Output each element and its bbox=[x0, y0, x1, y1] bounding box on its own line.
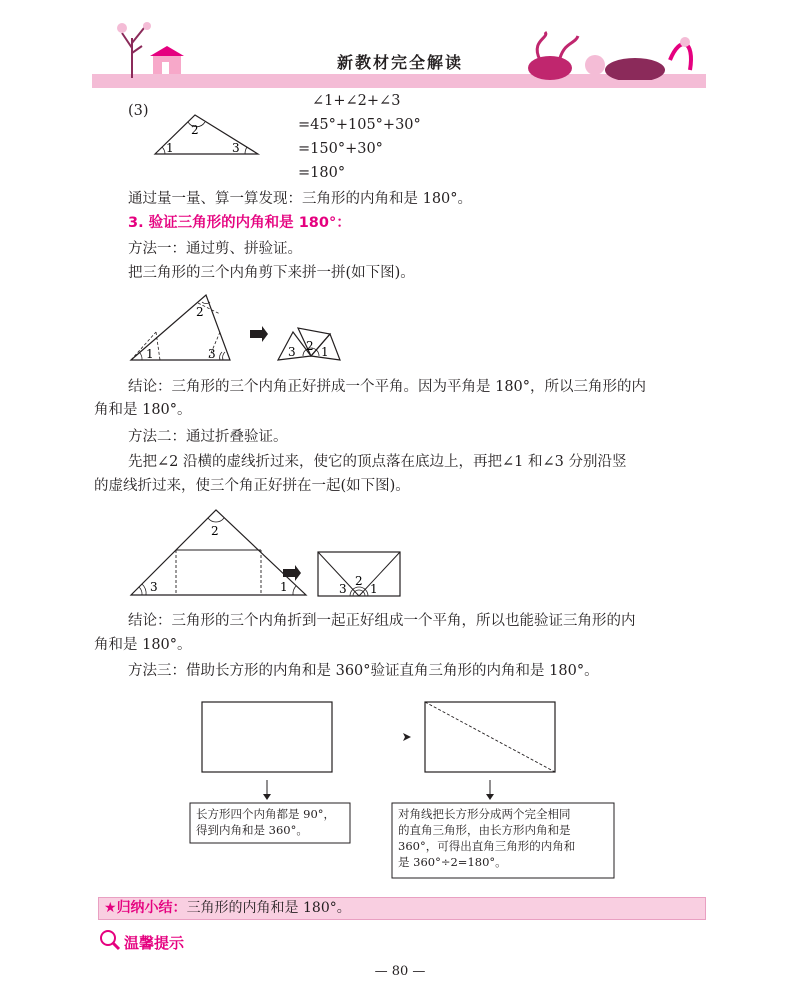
method2-desc: 先把∠2 沿横的虚线折过来，使它的顶点落在底边上，再把∠1 和∠3 分别沿竖 bbox=[128, 454, 627, 470]
angle-label: 1 bbox=[370, 582, 378, 596]
cut-and-join-figure bbox=[128, 290, 358, 365]
angle-label: 2 bbox=[355, 574, 363, 588]
method3-title: 方法三：借助长方形的内角和是 360°验证直角三角形的内角和是 180°。 bbox=[128, 663, 599, 679]
angle-label: 2 bbox=[211, 524, 219, 538]
angle-label: 3 bbox=[208, 347, 216, 361]
arrow-right-icon bbox=[403, 733, 411, 741]
box-left-line: 长方形四个内角都是 90°， bbox=[196, 807, 336, 821]
tip-label: 温馨提示 bbox=[124, 934, 185, 952]
method2-conclusion: 结论：三角形的三个内角折到一起正好组成一个平角，所以也能验证三角形的内 bbox=[128, 613, 636, 629]
angle-label: 1 bbox=[321, 345, 329, 359]
angle-label: 1 bbox=[146, 347, 154, 361]
summary-content: 三角形的内角和是 180°。 bbox=[186, 900, 351, 916]
section-label: (3) bbox=[128, 103, 149, 119]
calc-line: =150°+30° bbox=[298, 141, 383, 157]
angle-label: 3 bbox=[288, 345, 296, 359]
box-right-line: 是 360°÷2=180°。 bbox=[398, 855, 507, 869]
angle-label: 1 bbox=[280, 580, 288, 594]
box-right-line: 360°，可得出直角三角形的内角和 bbox=[398, 839, 576, 853]
method2-title: 方法二：通过折叠验证。 bbox=[128, 429, 288, 445]
method1-conclusion: 结论：三角形的三个内角正好拼成一个平角。因为平角是 180°，所以三角形的内 bbox=[128, 379, 647, 395]
calc-line: ∠1+∠2+∠3 bbox=[312, 93, 401, 109]
angle-label: 1 bbox=[166, 141, 174, 155]
house-tree-decoration bbox=[92, 8, 212, 78]
method1-title: 方法一：通过剪、拼验证。 bbox=[128, 241, 302, 257]
star-icon: ★ bbox=[104, 900, 117, 916]
fold-figure bbox=[128, 505, 418, 600]
box-left-line: 得到内角和是 360°。 bbox=[196, 823, 308, 837]
method2-desc-cont: 的虚线折过来，使三个角正好拼在一起(如下图)。 bbox=[94, 478, 410, 494]
angle-label: 2 bbox=[306, 339, 314, 353]
magnifier-icon bbox=[98, 928, 122, 952]
verify-heading: 3. 验证三角形的内角和是 180°： bbox=[128, 215, 351, 231]
angle-label: 2 bbox=[196, 305, 204, 319]
angle-label: 3 bbox=[232, 141, 240, 155]
box-right-line: 对角线把长方形分成两个完全相同 bbox=[398, 807, 571, 821]
plant-decoration bbox=[520, 30, 710, 80]
method2-conclusion-cont: 角和是 180°。 bbox=[94, 637, 192, 653]
angle-label: 3 bbox=[150, 580, 158, 594]
finding-text: 通过量一量、算一算发现：三角形的内角和是 180°。 bbox=[128, 191, 473, 207]
calc-line: =45°+105°+30° bbox=[298, 117, 421, 133]
page-number: — 80 — bbox=[374, 964, 426, 979]
method1-conclusion-cont: 角和是 180°。 bbox=[94, 402, 192, 418]
box-right-line: 的直角三角形，由长方形内角和是 bbox=[398, 823, 571, 837]
calc-line: =180° bbox=[298, 165, 346, 181]
method1-desc: 把三角形的三个内角剪下来拼一拼(如下图)。 bbox=[128, 265, 415, 281]
triangle-figure-3 bbox=[150, 110, 265, 160]
summary-label: 归纳小结： bbox=[116, 900, 187, 916]
angle-label: 3 bbox=[339, 582, 347, 596]
arrow-right-icon bbox=[250, 326, 268, 342]
arrow-right-icon bbox=[283, 565, 301, 581]
angle-label: 2 bbox=[191, 123, 199, 137]
header-title: 新教材完全解读 bbox=[336, 53, 463, 72]
summary-text bbox=[104, 898, 351, 919]
